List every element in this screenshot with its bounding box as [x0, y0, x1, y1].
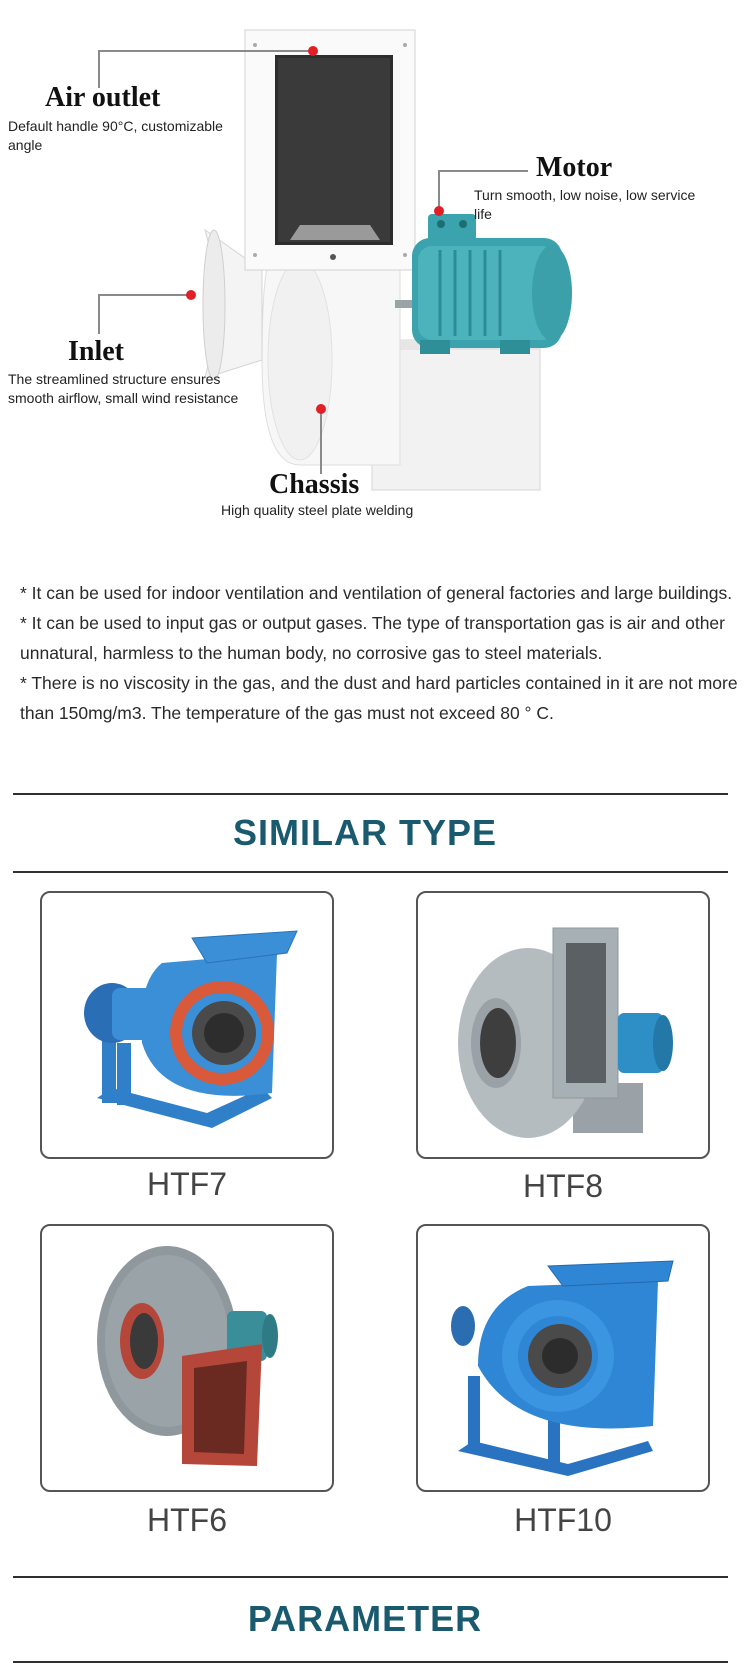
- similar-type-heading: SIMILAR TYPE: [232, 812, 498, 853]
- air-outlet-desc: Default handle 90°C, customizable angle: [8, 118, 223, 153]
- inlet-leader-v: [98, 294, 100, 334]
- motor-leader-h: [438, 170, 528, 172]
- inlet-marker: [186, 290, 196, 300]
- section-divider: [13, 871, 728, 873]
- fan-diagram-illustration: [0, 0, 750, 520]
- chassis-leader-v: [320, 410, 322, 474]
- feature-bullet: * There is no viscosity in the gas, and the dust and hard particles contained in it are not more than 150mg/m3. The temperature of the gas must not exceed 80 ° C.: [20, 673, 738, 723]
- air-outlet-marker: [308, 46, 318, 56]
- fan-htf8-image: [418, 893, 708, 1157]
- inlet-title: Inlet: [68, 336, 124, 367]
- motor-desc: Turn smooth, low noise, low service life: [474, 187, 696, 222]
- air-outlet-title: Air outlet: [45, 82, 161, 113]
- product-label-htf10: HTF10: [514, 1502, 612, 1538]
- section-divider: [13, 793, 728, 795]
- product-card-htf10[interactable]: [416, 1224, 710, 1492]
- fan-htf10-image: [418, 1226, 708, 1490]
- chassis-desc: High quality steel plate welding: [221, 502, 414, 518]
- fan-htf7-image: [42, 893, 332, 1157]
- feature-bullet: * It can be used for indoor ventilation and ventilation of general factories and large buildings.: [20, 583, 733, 603]
- fan-htf6-image: [42, 1226, 332, 1490]
- product-label-htf6: HTF6: [147, 1502, 227, 1538]
- feature-bullet: * It can be used to input gas or output gases. The type of transportation gas is air and other unnatural, harmless to the human body, no corrosive gas to steel materials.: [20, 613, 725, 663]
- section-divider: [13, 1576, 728, 1578]
- feature-description: [20, 578, 740, 728]
- product-label-htf8: HTF8: [523, 1168, 603, 1204]
- motor-title: Motor: [536, 152, 613, 183]
- product-card-htf6[interactable]: [40, 1224, 334, 1492]
- inlet-leader-h: [98, 294, 190, 296]
- product-label-htf7: HTF7: [147, 1166, 227, 1202]
- inlet-desc: The streamlined structure ensures smooth airflow, small wind resistance: [8, 371, 239, 406]
- chassis-marker: [316, 404, 326, 414]
- chassis-title: Chassis: [269, 469, 360, 500]
- parameter-heading: PARAMETER: [247, 1598, 483, 1639]
- product-card-htf7[interactable]: [40, 891, 334, 1159]
- motor-marker: [434, 206, 444, 216]
- air-outlet-leader-h: [98, 50, 312, 52]
- section-divider: [13, 1661, 728, 1663]
- product-card-htf8[interactable]: [416, 891, 710, 1159]
